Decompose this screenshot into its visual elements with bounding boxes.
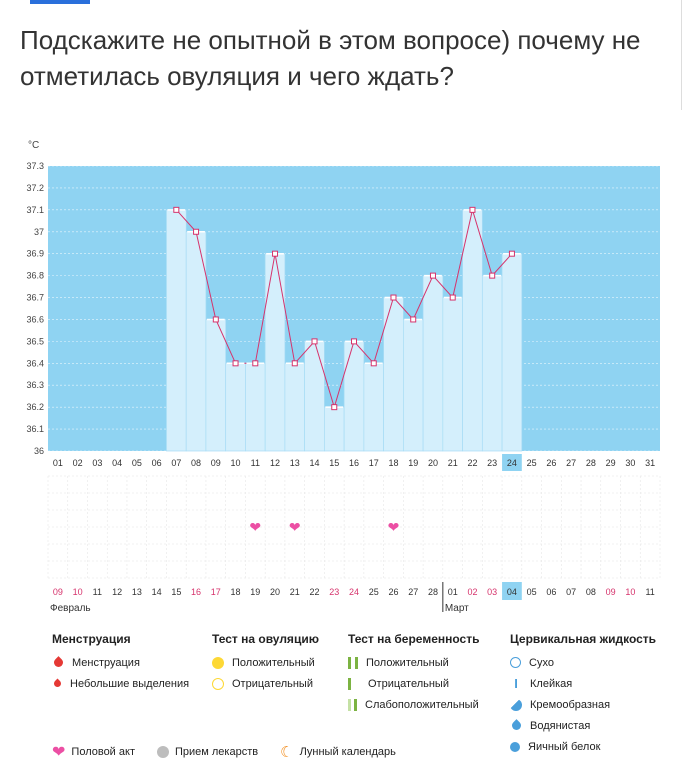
temperature-bar [344, 341, 364, 451]
heart-icon: ❤ [52, 744, 66, 761]
legend-item: Кремообразная [530, 698, 611, 711]
temperature-bar [502, 254, 522, 451]
calendar-date-label: 17 [210, 587, 221, 597]
cycle-day-label: 29 [605, 458, 616, 468]
month-label: Февраль [50, 603, 91, 614]
y-tick-label: 37.1 [26, 204, 44, 215]
legend-cervical-fluid [510, 632, 656, 757]
legend-ovulation-title: Тест на овуляцию [212, 632, 319, 646]
temperature-bar [403, 319, 423, 451]
watery-drop-icon [510, 719, 523, 732]
temperature-bar [245, 363, 265, 451]
y-tick-label: 37.2 [26, 182, 44, 193]
y-tick-label: 36 [33, 446, 44, 456]
temperature-point [312, 339, 317, 344]
calendar-date-label: 15 [171, 587, 182, 597]
y-tick-label: 36.2 [26, 402, 44, 413]
cycle-day-label: 10 [230, 458, 241, 468]
calendar-date-label: 08 [585, 587, 596, 597]
cycle-day-label: 22 [467, 458, 478, 468]
legend-item: Положительный [366, 656, 449, 669]
legend-fluid-title: Цервикальная жидкость [510, 632, 657, 646]
temperature-bar [463, 210, 483, 451]
legend-item: Водянистая [530, 719, 591, 732]
weak-bar-icon [348, 699, 357, 711]
cycle-day-label: 23 [487, 458, 498, 468]
temperature-bar [482, 276, 502, 451]
temperature-bar [285, 363, 305, 451]
y-tick-label: 36.9 [26, 248, 44, 259]
legend-item: Менструация [72, 656, 140, 669]
temperature-point [273, 251, 278, 256]
cycle-day-label: 11 [250, 458, 260, 468]
cycle-day-label: 30 [625, 458, 636, 468]
single-bar-icon [348, 678, 360, 690]
y-tick-label: 36.6 [26, 314, 44, 325]
temperature-point [411, 317, 416, 322]
legend-item: Половой акт [71, 746, 135, 758]
month-label: Март [444, 603, 469, 614]
cycle-day-label: 04 [112, 458, 123, 468]
legend-item: Клейкая [530, 677, 573, 690]
y-tick-label: 36.7 [26, 292, 44, 303]
temperature-point [509, 251, 514, 256]
temperature-point [450, 295, 455, 300]
temperature-point [352, 339, 357, 344]
cycle-day-label: 13 [289, 458, 300, 468]
temperature-point [391, 295, 396, 300]
legend-item: Слабоположительный [365, 698, 479, 711]
calendar-date-label: 18 [230, 587, 241, 597]
legend-item: Лунный календарь [299, 746, 396, 758]
y-tick-label: 37 [33, 226, 44, 237]
calendar-date-label: 24 [348, 587, 360, 597]
dry-icon [510, 657, 521, 668]
legend-item: Отрицательный [368, 677, 449, 690]
cycle-day-label: 19 [408, 458, 419, 468]
calendar-date-label: 27 [408, 587, 419, 597]
calendar-date-label: 07 [566, 587, 577, 597]
legend-item: Прием лекарств [174, 746, 259, 758]
temperature-point [332, 405, 337, 410]
circle-outline-icon [212, 678, 224, 690]
temperature-bar [324, 407, 344, 451]
calendar-date-label: 06 [546, 587, 557, 597]
legend-ovulation-test [212, 632, 319, 694]
temperature-bar [305, 341, 325, 451]
calendar-date-label: 09 [605, 587, 616, 597]
cycle-day-label: 24 [506, 458, 517, 468]
cycle-day-label: 17 [368, 458, 379, 468]
calendar-date-label: 01 [447, 587, 458, 597]
y-tick-label: 36.5 [26, 336, 44, 347]
cycle-day-label: 06 [151, 458, 162, 468]
legend-menstruation-title: Менструация [52, 632, 131, 646]
legend-menstruation [52, 632, 189, 694]
temperature-point [174, 207, 179, 212]
calendar-date-label: 21 [289, 587, 300, 597]
cycle-day-label: 12 [270, 458, 281, 468]
calendar-date-label: 25 [368, 587, 379, 597]
temperature-point [470, 207, 475, 212]
cycle-day-label: 01 [52, 458, 63, 468]
cycle-day-label: 15 [329, 458, 340, 468]
post-title: Подскажите не опытной в этом вопросе) почему не отметилась овуляция и чего ждать? [20, 25, 641, 91]
cycle-day-label: 07 [171, 458, 182, 468]
calendar-date-label: 23 [329, 587, 340, 597]
legend-item: Положительный [232, 656, 315, 669]
calendar-date-label: 20 [270, 587, 281, 597]
calendar-date-label: 10 [72, 587, 83, 597]
legend-pregnancy-title: Тест на беременность [348, 632, 480, 646]
pill-icon [157, 746, 169, 758]
y-tick-label: 36.3 [26, 380, 44, 391]
cycle-day-label: 26 [546, 458, 557, 468]
blood-drop-icon [52, 656, 65, 669]
heart-icon: ❤ [387, 520, 400, 536]
temperature-point [371, 361, 376, 366]
heart-icon: ❤ [288, 520, 301, 536]
small-drop-icon [53, 679, 63, 689]
cycle-day-label: 16 [348, 458, 360, 468]
cycle-day-label: 21 [447, 458, 458, 468]
temperature-point [292, 361, 297, 366]
temperature-point [430, 273, 435, 278]
double-bar-icon [348, 657, 358, 669]
cycle-day-label: 31 [645, 458, 656, 468]
y-tick-label: 36.4 [26, 358, 44, 369]
legend-item: Отрицательный [232, 677, 313, 690]
temperature-bar [265, 254, 285, 451]
legend-item: Небольшие выделения [70, 677, 190, 690]
temperature-point [233, 361, 238, 366]
creamy-icon [510, 699, 522, 711]
calendar-date-label: 22 [309, 587, 320, 597]
temperature-bar [226, 363, 246, 451]
calendar-date-label: 16 [191, 587, 202, 597]
egg-white-icon [510, 742, 520, 752]
y-unit-label: °С [28, 140, 40, 151]
cycle-day-label: 02 [72, 458, 83, 468]
moon-icon: ☾ [280, 744, 294, 761]
calendar-date-label: 02 [467, 587, 478, 597]
calendar-date-label: 19 [250, 587, 261, 597]
heart-icon: ❤ [249, 520, 262, 536]
y-tick-label: 36.1 [26, 424, 44, 435]
temperature-point [213, 317, 218, 322]
temperature-point [253, 361, 258, 366]
temperature-bar [364, 363, 384, 451]
cycle-day-label: 03 [92, 458, 103, 468]
calendar-date-label: 11 [92, 587, 103, 597]
cycle-day-label: 28 [585, 458, 596, 468]
y-tick-label: 36.8 [26, 270, 44, 281]
cycle-day-label: 18 [388, 458, 399, 468]
cycle-day-label: 27 [566, 458, 577, 468]
calendar-date-label: 11 [645, 587, 655, 597]
calendar-date-label: 04 [506, 587, 517, 597]
temperature-bar [206, 319, 226, 451]
cycle-day-label: 14 [309, 458, 320, 468]
calendar-date-label: 03 [487, 587, 498, 597]
circle-filled-icon [212, 657, 224, 669]
calendar-date-label: 12 [112, 587, 123, 597]
cycle-day-label: 25 [526, 458, 537, 468]
calendar-date-label: 28 [427, 587, 438, 597]
calendar-date-label: 14 [151, 587, 162, 597]
cycle-day-label: 05 [131, 458, 142, 468]
calendar-date-label: 26 [388, 587, 399, 597]
calendar-date-label: 05 [526, 587, 537, 597]
sticky-icon: I [514, 675, 518, 691]
temperature-point [490, 273, 495, 278]
calendar-date-label: 09 [52, 587, 63, 597]
temperature-bar [166, 210, 186, 451]
legend-pregnancy-test [348, 632, 479, 715]
calendar-date-label: 13 [131, 587, 142, 597]
temperature-point [194, 229, 199, 234]
cycle-day-label: 20 [427, 458, 438, 468]
legend-item: Яичный белок [528, 740, 601, 753]
calendar-date-label: 10 [625, 587, 636, 597]
y-tick-label: 37.3 [26, 161, 44, 171]
legend-item: Сухо [529, 656, 554, 669]
cycle-day-label: 08 [191, 458, 202, 468]
cycle-day-label: 09 [210, 458, 221, 468]
temperature-bar [443, 298, 463, 451]
temperature-bar [423, 276, 443, 451]
legend-bottom-row [52, 742, 418, 762]
